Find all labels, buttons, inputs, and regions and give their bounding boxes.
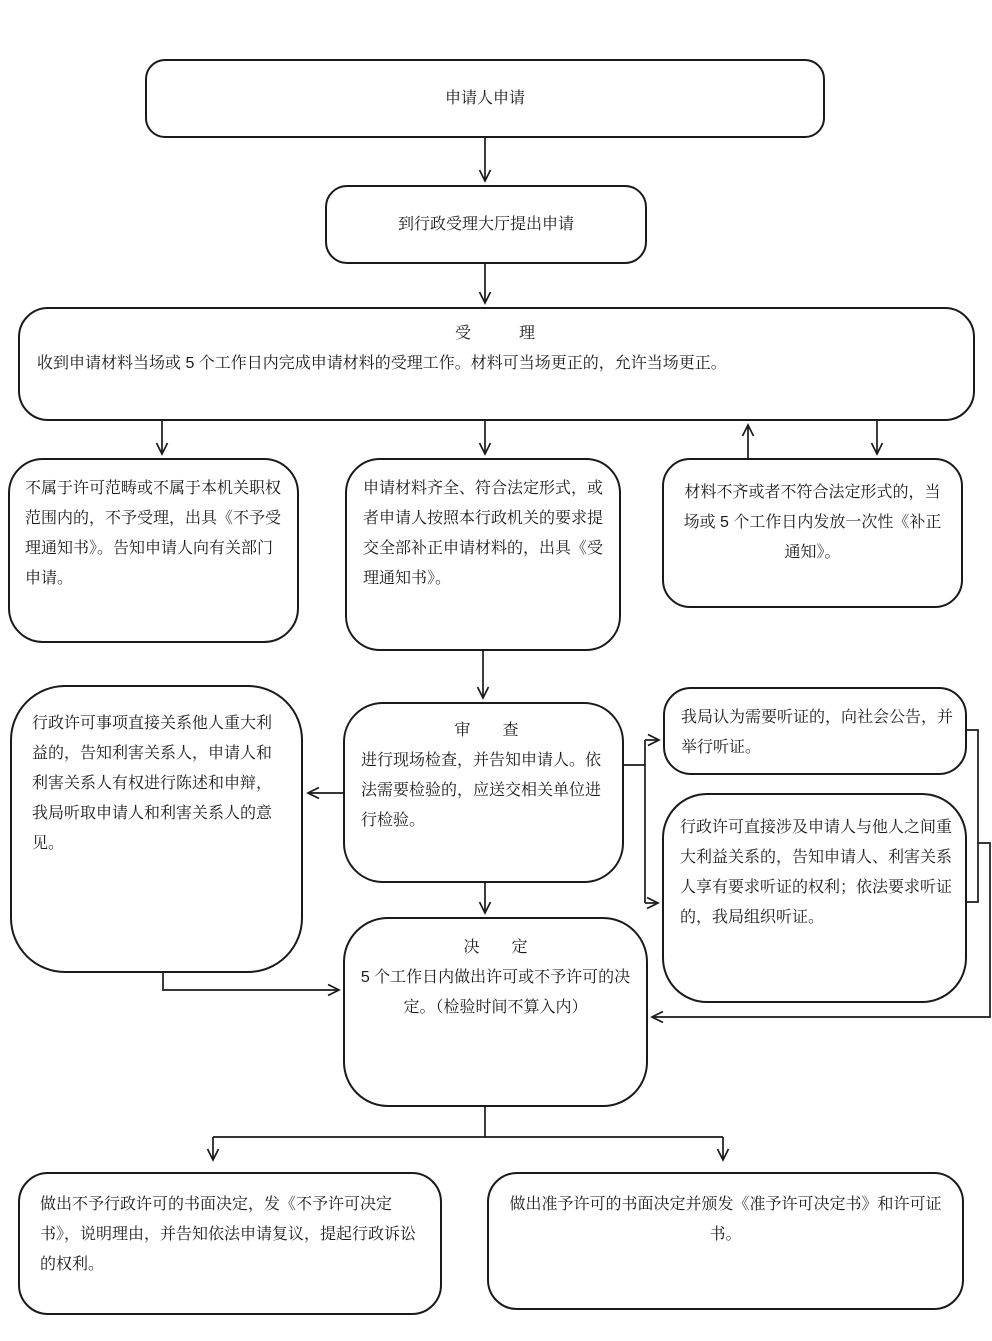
node-decision-text: 5 个工作日内做出许可或不予许可的决定。（检验时间不算入内） [360,969,631,1016]
node-stakeholder-notice [10,685,303,973]
node-hearing-request-text: 行政许可直接涉及申请人与他人之间重大利益关系的，告知申请人、利害关系人享有要求听证的权利；依法要求听证的，我局组织听证。 [680,819,953,926]
node-not-accepted-text: 不属于许可范畴或不属于本机关职权范围内的，不予受理，出具《不予受理通知书》。告知申请人向有关部门申请。 [25,480,282,587]
node-review-text: 进行现场检查，并告知申请人。依法需要检验的，应送交相关单位进行检验。 [361,752,602,829]
node-grant-decision [487,1172,964,1310]
node-deny-decision-text: 做出不予行政许可的书面决定，发《不予许可决定书》，说明理由，并告知依法申请复议，提起行政诉讼的权利。 [40,1196,417,1273]
node-decision-title: 决 定 [463,939,528,956]
node-applicant-label: 申请人申请 [444,89,525,107]
node-review-title: 审 查 [454,722,519,739]
node-accepted [345,458,621,651]
node-hearing-public-text: 我局认为需要听证的，向社会公告，并举行听证。 [681,709,954,756]
connector-review-branch-line [623,740,645,903]
node-hearing-public [663,687,967,775]
node-decision [343,917,648,1107]
node-acceptance-text: 收到申请材料当场或 5 个工作日内完成申请材料的受理工作。材料可当场更正的，允许当场更正。 [37,355,727,372]
node-not-accepted [8,458,299,643]
node-stakeholder-notice-text: 行政许可事项直接关系他人重大利益的，告知利害关系人，申请人和利害关系人有权进行陈述和申辩，我局听取申请人和利害关系人的意见。 [32,715,273,852]
node-review [343,702,624,883]
node-hall-label: 到行政受理大厅提出申请 [397,215,574,233]
node-grant-decision-text: 做出准予许可的书面决定并颁发《准予许可决定书》和许可证书。 [509,1196,942,1243]
node-hall [325,185,647,264]
node-applicant [145,59,825,138]
node-deny-decision [18,1172,442,1315]
connector-decision-tee [213,1107,723,1137]
connector-stakeholder-decision [163,973,339,990]
node-supplement-notice [662,458,963,608]
node-accepted-text: 申请材料齐全、符合法定形式，或者申请人按照本行政机关的要求提交全部补正申请材料的，出具《受理通知书》。 [363,480,604,587]
node-hearing-request [662,793,967,1003]
node-acceptance [18,307,975,421]
node-supplement-notice-text: 材料不齐或者不符合法定形式的，当场或 5 个工作日内发放一次性《补正通知》。 [683,484,942,561]
node-acceptance-title: 受 理 [454,325,535,342]
